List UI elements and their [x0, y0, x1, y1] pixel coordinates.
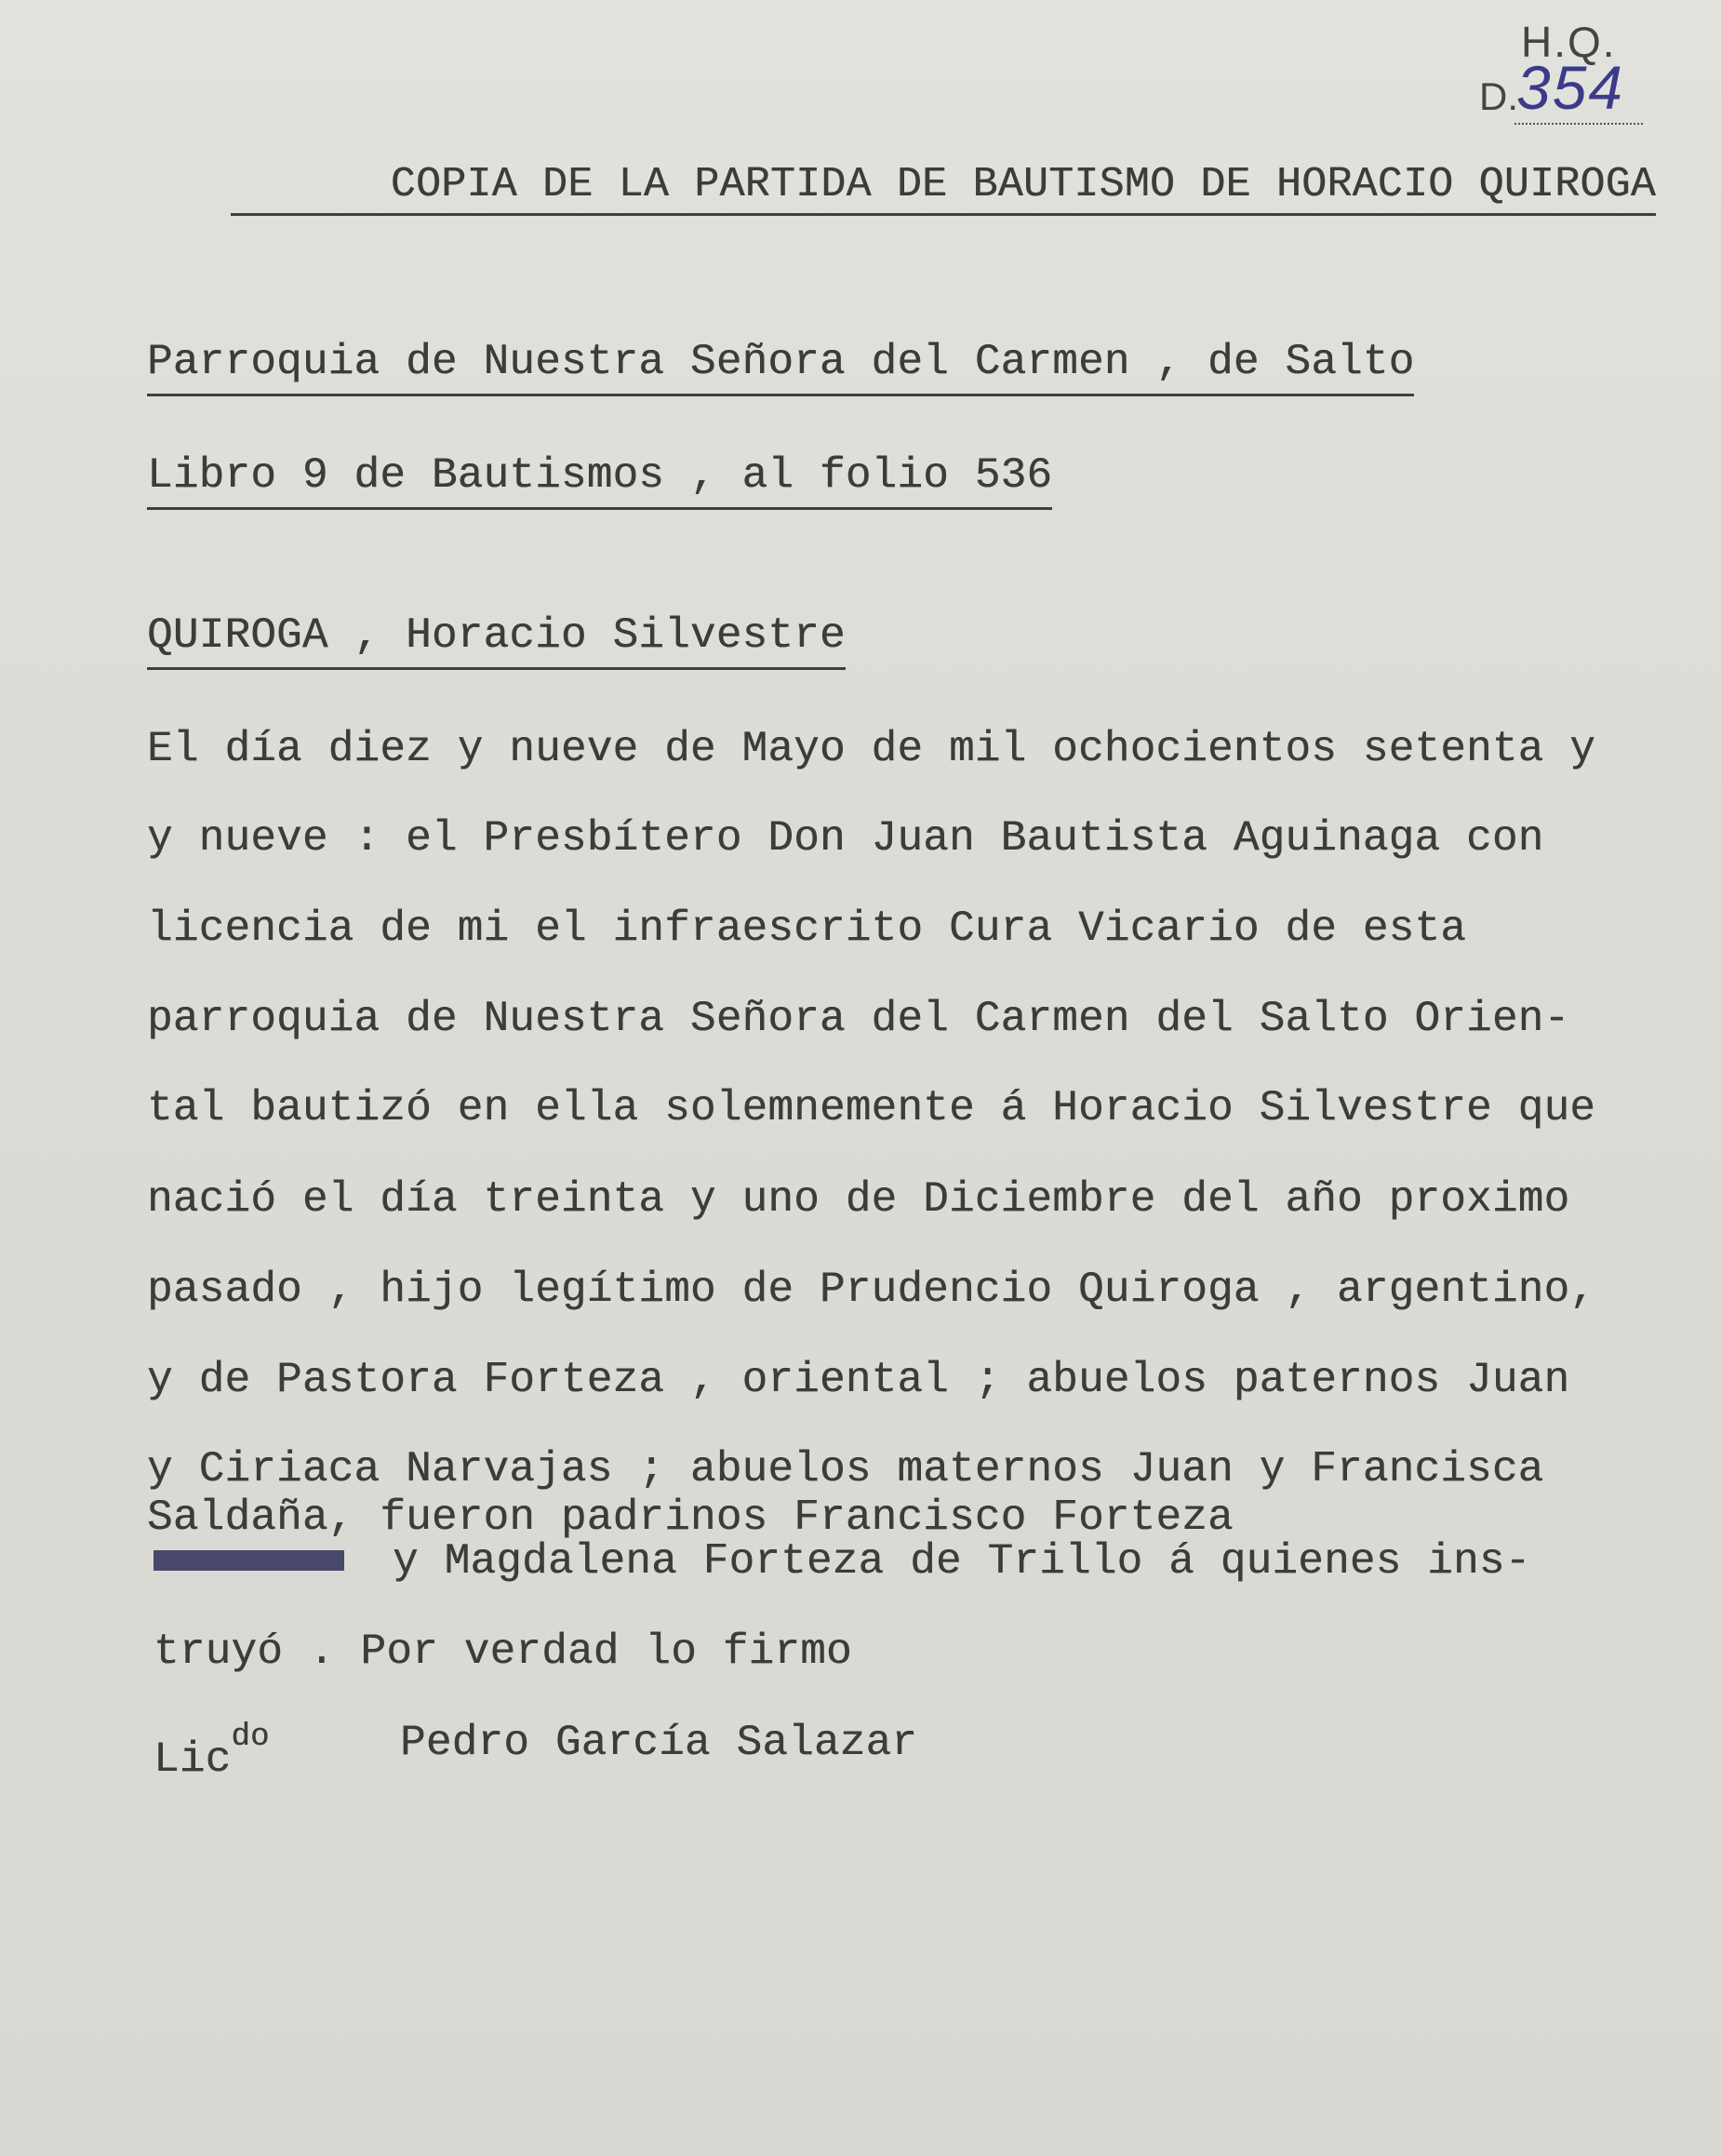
body-line: nació el día treinta y uno de Diciembre del año proximo — [147, 1175, 1570, 1224]
signature-title-text: Lic — [153, 1735, 232, 1784]
book-line-wrap — [147, 451, 1053, 500]
book-reference: Libro 9 de Bautismos , al folio 536 — [147, 451, 1052, 510]
dotted-line — [1514, 123, 1643, 125]
body-line: El día diez y nueve de Mayo de mil ochocientos setenta y — [147, 725, 1596, 773]
document-prefix: D. — [1479, 74, 1518, 118]
subject-line-wrap — [147, 611, 846, 660]
body-line: y nueve : el Presbítero Don Juan Bautista Aguinaga con — [147, 814, 1544, 863]
body-line: Saldaña, fueron padrinos Francisco Forteza — [147, 1493, 1234, 1542]
body-line: pasado , hijo legítimo de Prudencio Quiroga , argentino, — [147, 1265, 1596, 1314]
document-number: 354 — [1516, 53, 1625, 122]
subject-name: QUIROGA , Horacio Silvestre — [147, 611, 846, 670]
parish-heading: Parroquia de Nuestra Señora del Carmen , de Salto — [147, 338, 1414, 396]
signature-name: Pedro García Salazar — [400, 1719, 918, 1767]
body-line: y Magdalena Forteza de Trillo á quienes ins- — [393, 1537, 1531, 1586]
body-line: y de Pastora Forteza , oriental ; abuelos paternos Juan — [147, 1356, 1570, 1404]
archive-reference-mark — [1479, 17, 1665, 138]
body-line: tal bautizó en ella solemnemente á Horacio Silvestre que — [147, 1084, 1596, 1132]
body-line: licencia de mi el infraescrito Cura Vicario de esta — [147, 904, 1467, 953]
signature-title-superscript: do — [231, 1720, 270, 1755]
document-title: COPIA DE LA PARTIDA DE BAUTISMO DE HORACIO QUIROGA — [231, 164, 1656, 216]
body-line: truyó . Por verdad lo firmo — [153, 1627, 852, 1676]
signature-title — [153, 1720, 270, 1784]
parish-line-wrap — [147, 338, 1415, 386]
struck-out-word — [153, 1550, 344, 1571]
collection-code: H.Q. — [1521, 18, 1617, 66]
body-line: y Ciriaca Narvajas ; abuelos maternos Juan y Francisca — [147, 1445, 1544, 1493]
body-line: parroquia de Nuestra Señora del Carmen del Salto Orien- — [147, 995, 1570, 1043]
